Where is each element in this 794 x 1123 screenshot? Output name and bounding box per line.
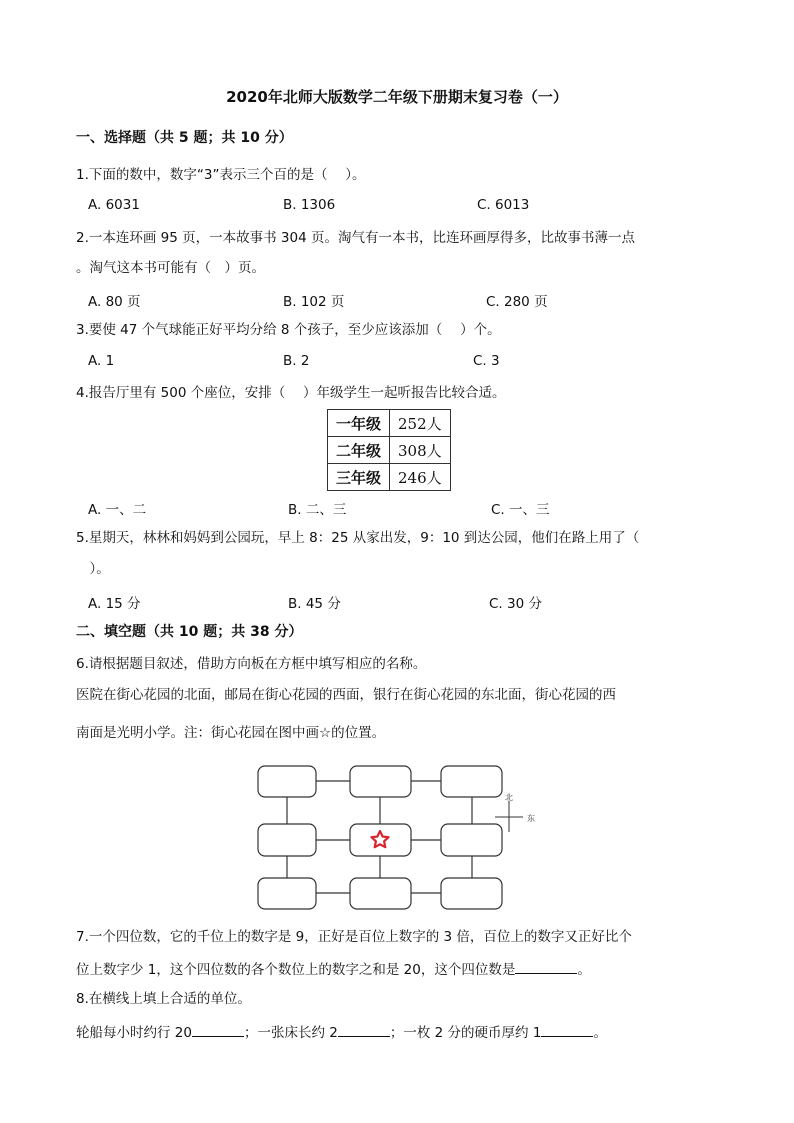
count-cell: 252人	[390, 410, 451, 437]
q2-option-b[interactable]: B. 102 页	[283, 294, 345, 310]
answer-box-north[interactable]	[350, 766, 411, 797]
question-1-text: 1.下面的数中，数字“3”表示三个百的是（ ）。	[76, 167, 366, 183]
center-box-garden	[350, 824, 411, 856]
q3-option-a[interactable]: A. 1	[88, 353, 115, 369]
answer-blank[interactable]	[338, 1022, 390, 1037]
answer-box-northeast[interactable]	[441, 766, 502, 797]
answer-blank[interactable]	[541, 1022, 593, 1037]
question-5-text-line2: ）。	[76, 561, 110, 577]
table-row	[328, 464, 451, 491]
grade-cell: 三年级	[328, 464, 390, 491]
question-7-text-line2: 位上数字少 1，这个四位数的各个数位上的数字之和是 20，这个四位数是 。	[76, 959, 591, 979]
q1-option-b[interactable]: B. 1306	[283, 197, 336, 213]
answer-box-southwest[interactable]	[258, 878, 316, 909]
q2-option-a[interactable]: A. 80 页	[88, 294, 141, 310]
answer-box-east[interactable]	[441, 824, 502, 856]
answer-box-southeast[interactable]	[441, 878, 502, 909]
question-2-text-line1: 2.一本连环画 95 页，一本故事书 304 页。淘气有一本书，比连环画厚得多，比故事书薄一点	[76, 230, 635, 246]
question-6-text-line3: 南面是光明小学。注：街心花园在图中画☆的位置。	[76, 725, 386, 741]
table-row	[328, 410, 451, 437]
question-5-text-line1: 5.星期天，林林和妈妈到公园玩，早上 8：25 从家出发，9：10 到达公园，他们在路上用了（	[76, 530, 640, 546]
direction-map	[255, 762, 545, 914]
grade-cell: 二年级	[328, 437, 390, 464]
section-heading-fill: 二、填空题（共 10 题；共 38 分）	[76, 624, 303, 640]
q8-part3: ；一枚 2 分的硬币厚约 1	[389, 1025, 542, 1041]
q3-option-c[interactable]: C. 3	[473, 353, 500, 369]
question-6-text-line2: 医院在街心花园的北面，邮局在街心花园的西面，银行在街心花园的东北面，街心花园的西	[76, 687, 616, 703]
answer-box-northwest[interactable]	[258, 766, 316, 797]
q8-part2: ；一张床长约 2	[243, 1025, 338, 1041]
q5-option-a[interactable]: A. 15 分	[88, 596, 141, 612]
q4-option-b[interactable]: B. 二、三	[288, 502, 347, 518]
question-2-text-line2: 。淘气这本书可能有（ ）页。	[76, 260, 265, 276]
q8-part1: 轮船每小时约行 20	[76, 1025, 192, 1041]
compass-north-label: 北	[505, 793, 513, 802]
grade-cell: 一年级	[328, 410, 390, 437]
grade-count-table	[327, 409, 451, 491]
page-title: 2020年北师大版数学二年级下册期末复习卷（一）	[226, 88, 568, 106]
answer-box-south[interactable]	[350, 878, 411, 909]
q3-option-b[interactable]: B. 2	[283, 353, 310, 369]
q1-option-c[interactable]: C. 6013	[477, 197, 530, 213]
compass-east-label: 东	[527, 814, 535, 823]
question-8-text-line2: 轮船每小时约行 20 ；一张床长约 2 ；一枚 2 分的硬币厚约 1 。	[76, 1022, 607, 1042]
answer-blank[interactable]	[515, 959, 577, 974]
q1-option-a[interactable]: A. 6031	[88, 197, 140, 213]
q4-option-a[interactable]: A. 一、二	[88, 502, 147, 518]
answer-box-west[interactable]	[258, 824, 316, 856]
section-heading-choice: 一、选择题（共 5 题；共 10 分）	[76, 130, 293, 146]
question-4-text: 4.报告厅里有 500 个座位，安排（ ）年级学生一起听报告比较合适。	[76, 385, 506, 401]
question-8-text-line1: 8.在横线上填上合适的单位。	[76, 991, 251, 1007]
question-7-text-line2-content: 位上数字少 1，这个四位数的各个数位上的数字之和是 20，这个四位数是	[76, 962, 516, 978]
q2-option-c[interactable]: C. 280 页	[486, 294, 548, 310]
question-6-text-line1: 6.请根据题目叙述，借助方向板在方框中填写相应的名称。	[76, 656, 427, 672]
question-7-text-line1: 7.一个四位数，它的千位上的数字是 9，正好是百位上数字的 3 倍，百位上的数字又正好比个	[76, 929, 632, 945]
q5-option-c[interactable]: C. 30 分	[489, 596, 542, 612]
q5-option-b[interactable]: B. 45 分	[288, 596, 341, 612]
answer-blank[interactable]	[192, 1022, 244, 1037]
count-cell: 308人	[390, 437, 451, 464]
table-row	[328, 437, 451, 464]
q4-option-c[interactable]: C. 一、三	[491, 502, 550, 518]
count-cell: 246人	[390, 464, 451, 491]
question-3-text: 3.要使 47 个气球能正好平均分给 8 个孩子，至少应该添加（ ）个。	[76, 322, 501, 338]
